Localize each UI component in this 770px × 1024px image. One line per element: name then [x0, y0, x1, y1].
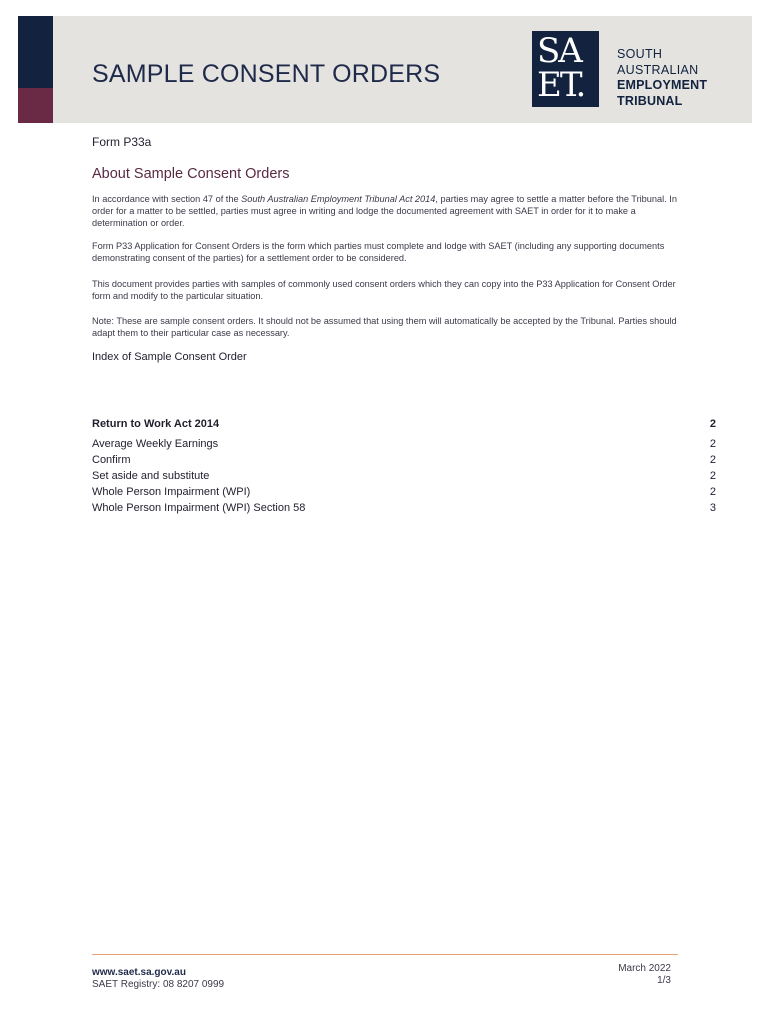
toc-entry-label: Whole Person Impairment (WPI)	[92, 486, 251, 498]
about-heading: About Sample Consent Orders	[92, 166, 290, 182]
toc-entry[interactable]	[92, 484, 716, 500]
page-title: SAMPLE CONSENT ORDERS	[92, 60, 441, 88]
logo-text-line3: EMPLOYMENT	[617, 78, 708, 92]
toc-entry[interactable]	[92, 468, 716, 484]
about-paragraph-2: Form P33 Application for Consent Orders is the form which parties must complete and lodge with SAET (including any supporting documents demonstrating consent of the parties) for a settlement order to be considered.	[92, 241, 665, 264]
toc-entry-label: Average Weekly Earnings	[92, 438, 219, 450]
form-number: Form P33a	[92, 135, 152, 149]
index-title: Index of Sample Consent Order	[92, 351, 247, 363]
toc-entry[interactable]	[92, 452, 716, 468]
toc-entry-page: 2	[709, 438, 716, 450]
toc-entry-page: 2	[709, 470, 716, 482]
toc-entry[interactable]	[92, 436, 716, 452]
about-paragraph-1	[92, 193, 682, 230]
footer-page-number: 1/3	[657, 975, 671, 986]
toc-entry-label: Whole Person Impairment (WPI) Section 58	[92, 502, 306, 514]
table-of-contents	[92, 416, 716, 516]
logo-text-line4: TRIBUNAL	[617, 93, 683, 108]
toc-section-page: 2	[709, 418, 716, 430]
header-accent-navy	[18, 16, 53, 88]
footer-meta	[618, 963, 671, 987]
about-paragraph-3: This document provides parties with samples of commonly used consent orders which they can copy into the P33 Application for Consent Order form and modify to the particular situation.	[92, 279, 676, 302]
footer-divider	[92, 954, 678, 955]
p1-after: , parties may agree to settle a matter before the Tribunal. In order for a matter to be settled, parties must agree in writing and lodge the documented agreement with SAET in order for it to make a determination or order.	[92, 194, 677, 229]
header-accent-plum	[18, 88, 53, 123]
p1-act-name: South Australian Employment Tribunal Act 2014	[241, 194, 436, 204]
footer-registry: SAET Registry: 08 8207 0999	[92, 979, 225, 990]
toc-section-row[interactable]	[92, 416, 716, 432]
logo-text-line2: AUSTRALIAN	[617, 62, 699, 77]
saet-logo-text	[617, 47, 707, 109]
toc-entry-page: 2	[709, 454, 716, 466]
toc-entry-page: 3	[709, 502, 716, 514]
p1-before: In accordance with section 47 of the	[92, 194, 242, 204]
toc-entry-page: 2	[709, 486, 716, 498]
toc-entry-label: Set aside and substitute	[92, 470, 210, 482]
footer-date: March 2022	[618, 963, 671, 974]
saet-logo-mark	[532, 31, 599, 107]
toc-entry[interactable]	[92, 500, 716, 516]
toc-entry-label: Confirm	[92, 454, 131, 466]
footer-contact	[92, 967, 224, 991]
logo-mark-line1: SA	[537, 31, 581, 71]
about-paragraph-4: Note: These are sample consent orders. It should not be assumed that using them will automatically be accepted by the Tribunal. Parties should adapt them to their particular case as necessary.	[92, 316, 677, 339]
logo-text-line1: SOUTH	[617, 47, 663, 61]
logo-mark-line2: ET.	[537, 65, 585, 105]
footer-url-link[interactable]: www.saet.sa.gov.au	[92, 967, 186, 978]
toc-section-label: Return to Work Act 2014	[92, 418, 220, 430]
